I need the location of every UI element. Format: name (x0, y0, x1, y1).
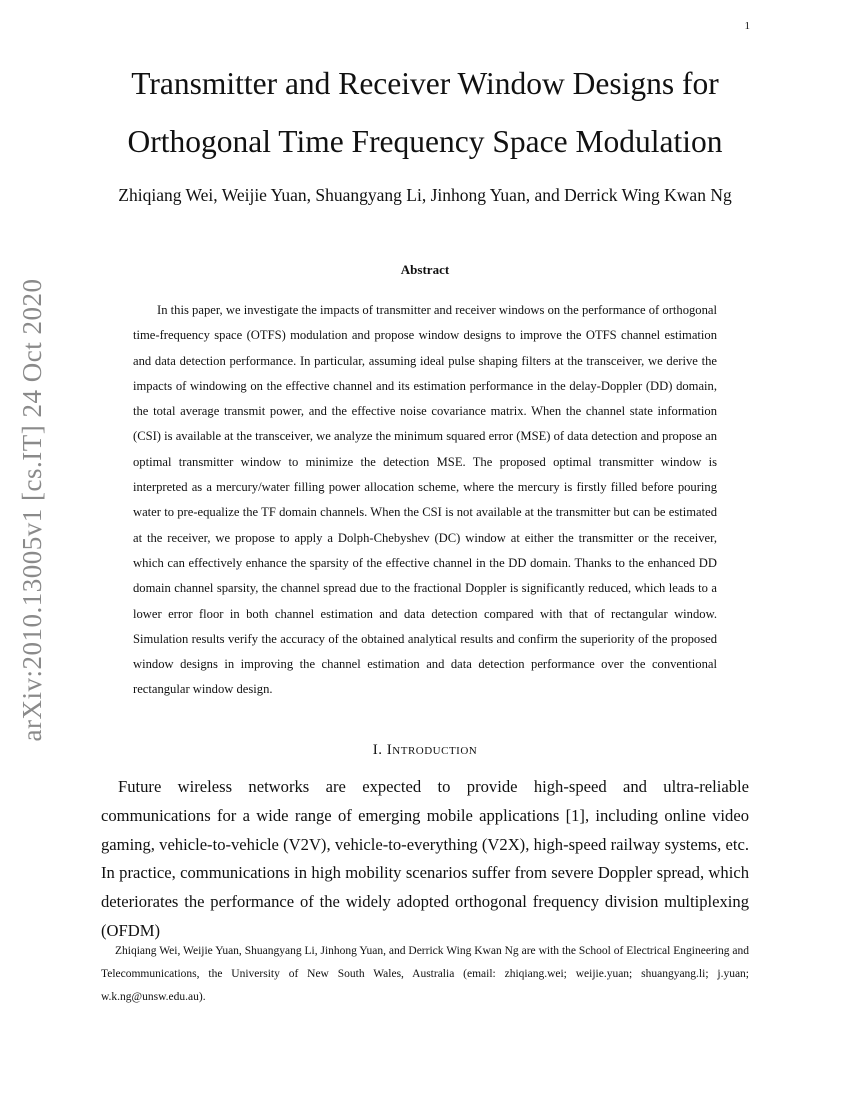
introduction-paragraph: Future wireless networks are expected to provide high-speed and ultra-reliable communications for a wide range of emerging mobile applications [1], including online video gaming, vehicle-to-vehicle (V2V), vehicle-to-everything (V2X), high-speed railway systems, etc. In practice, communications in high mobility scenarios suffer from severe Doppler spread, which deteriorates the performance of the widely adopted orthogonal frequency division multiplexing (OFDM) (101, 777, 749, 940)
author-list: Zhiqiang Wei, Weijie Yuan, Shuangyang Li, Jinhong Yuan, and Derrick Wing Kwan Ng (118, 185, 732, 205)
section-number: I. (372, 742, 383, 758)
author-affiliation-footnote: Zhiqiang Wei, Weijie Yuan, Shuangyang Li, Jinhong Yuan, and Derrick Wing Kwan Ng are with the School of Electrical Engineering and Telecommunications, the University of New South Wales, Australia (email: zhiqiang.wei; weijie.yuan; shuangyang.li; j.yuan; w.k.ng@unsw.edu.au). (101, 945, 749, 1003)
section-title: Introduction (386, 742, 478, 758)
paper-title: Transmitter and Receiver Window Designs for Orthogonal Time Frequency Space Modulation (127, 66, 723, 159)
abstract-text: In this paper, we investigate the impacts of transmitter and receiver windows on the performance of orthogonal time-frequency space (OTFS) modulation and propose window designs to improve the OTFS channel estimation and data detection performance. In particular, assuming ideal pulse shaping filters at the transceiver, we derive the impacts of windowing on the effective channel and its estimation performance in the delay-Doppler (DD) domain, the total average transmit power, and the effective noise covariance matrix. When the channel state information (CSI) is available at the transceiver, we analyze the minimum squared error (MSE) of data detection and propose an optimal transmitter window to minimize the detection MSE. The proposed optimal transmitter window is interpreted as a mercury/water filling power allocation scheme, where the mercury is firstly filled before pouring water to pre-equalize the TF domain channels. When the CSI is not available at the transmitter but can be estimated at the receiver, we propose to apply a Dolph-Chebyshev (DC) window at either the transmitter or the receiver, which can effectively enhance the sparsity of the effective channel in the DD domain. Thanks to the enhanced DD domain channel sparsity, the channel spread due to the fractional Doppler is significantly reduced, which leads to a lower error floor in both channel estimation and data detection compared with that of rectangular window. Simulation results verify the accuracy of the obtained analytical results and confirm the superiority of the proposed window designs in improving the channel estimation and data detection performance over the conventional rectangular window design. (133, 303, 717, 697)
arxiv-identifier[interactable]: arXiv:2010.13005v1 [cs.IT] 24 Oct 2020 (17, 278, 47, 742)
section-heading-introduction (0, 742, 850, 759)
abstract-heading: Abstract (400, 262, 450, 277)
page-number: 1 (744, 20, 750, 32)
